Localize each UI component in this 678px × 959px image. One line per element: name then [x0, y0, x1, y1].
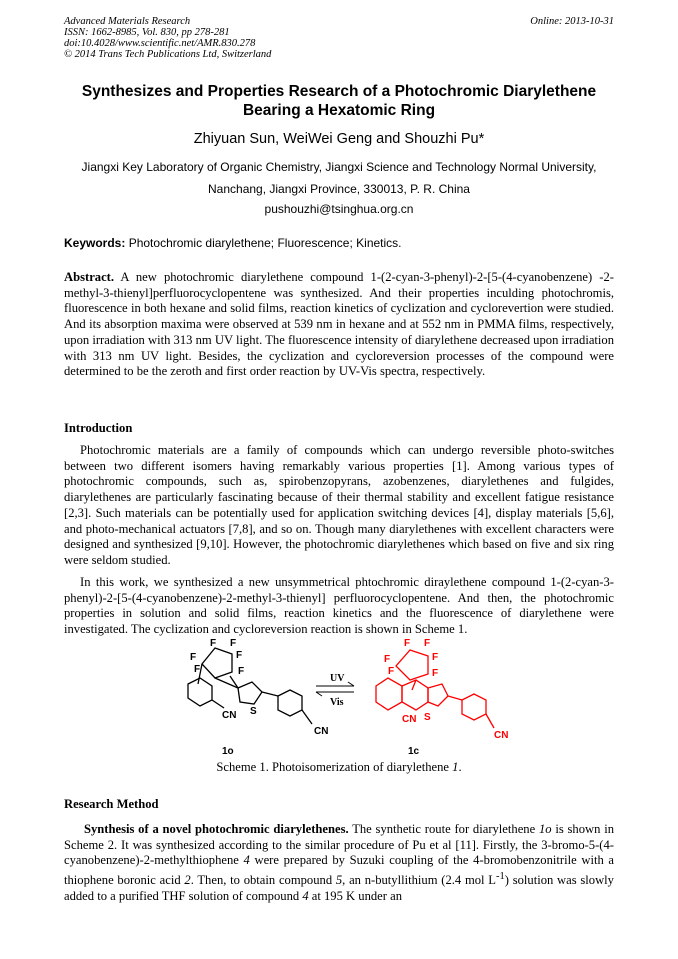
- atom-label-f: F: [424, 638, 431, 649]
- fused-phenyl-ring: [376, 678, 402, 710]
- affiliation-line-2: Nanchang, Jiangxi Province, 330013, P. R. China: [208, 182, 470, 196]
- affiliation-line-1: Jiangxi Key Laboratory of Organic Chemistry, Jiangxi Science and Technology Normal University,: [81, 160, 597, 174]
- paper-title: [40, 82, 638, 120]
- scheme-1-structure: [180, 636, 520, 756]
- atom-label-s: S: [424, 712, 431, 723]
- abstract: [64, 270, 614, 380]
- group-label-cn: CN: [402, 714, 417, 725]
- atom-label-f: F: [404, 638, 411, 649]
- atom-label-s: S: [250, 706, 257, 717]
- method-text: The synthetic route for diarylethene: [352, 822, 539, 836]
- caption-text: Scheme 1. Photoisomerization of diarylethene: [216, 760, 453, 774]
- journal-name: Advanced Materials Research: [64, 16, 191, 27]
- atom-label-f: F: [210, 638, 217, 649]
- compound-ref: 4: [243, 853, 250, 868]
- atom-label-f: F: [384, 654, 391, 665]
- compound-ref: 5: [335, 873, 343, 888]
- intro-heading: Introduction: [64, 421, 133, 435]
- atom-label-f: F: [190, 652, 197, 663]
- atom-label-f: F: [432, 652, 439, 663]
- compound-ref: 2: [184, 873, 191, 888]
- keywords-text: Photochromic diarylethene; Fluorescence; Kinetics.: [128, 236, 402, 250]
- method-text: ) solution was slowly added to a purified THF solution of compound: [64, 873, 614, 903]
- method-text: , an n-butyllithium (2.4 mol L: [342, 873, 496, 888]
- intro-paragraph-2: In this work, we synthesized a new unsymmetrical phtochromic diraylethene compound 1-(2-cyan-3-phenyl)-2-[5-(4-cyanobenzene)-2-methyl-3-thienyl] perfluorocyclopentene. And then, the photochromic properties in solution and solid films, reaction kinetics and the fluorescence of diarylethene were investigated. The cyclization and cycloreversion reaction is shown in Scheme 1.: [64, 575, 614, 637]
- compound-label-1o: 1o: [222, 746, 234, 756]
- atom-label-f: F: [194, 664, 201, 675]
- unit-superscript: -1: [496, 871, 505, 883]
- authors: Zhiyuan Sun, WeiWei Geng and Shouzhi Pu*: [193, 131, 485, 147]
- journal-header: [64, 16, 271, 60]
- keywords-line: [64, 236, 402, 250]
- hexatomic-ring: [402, 680, 428, 710]
- vis-label: Vis: [330, 697, 344, 708]
- intro-paragraph-1: Photochromic materials are a family of compounds which can undergo reversible photo-switches between two different isomers having remarkably various properties [1]. Among various types of photochromic compounds, such as, spirobenzopyrans, azobenzenes, diarylethenes and fulgides, diarylethenes are particularly fascinating because of their thermal stability and excellent fatigue resistance [2,3]. Such materials can be potentially used for application switching devices [4], display materials [5,6], and photo-mechanical actuators [7,8], and so on. Though many diarylethenes with excellent characters were designed and synthesized [9,10]. However, the photochromic diarylethenes which based on five and six ring were seldom studied.: [64, 443, 614, 567]
- atom-label-f: F: [388, 666, 395, 677]
- cyanophenyl-ring-closed: [462, 694, 486, 720]
- issn-line: ISSN: 1662-8985, Vol. 830, pp 278-281: [64, 27, 230, 38]
- title-line-1: Synthesizes and Properties Research of a Photochromic Diarylethene: [81, 83, 597, 100]
- reaction-arrows: [316, 682, 354, 696]
- method-text: . Then, to obtain compound: [190, 873, 336, 888]
- affiliation: [40, 156, 638, 200]
- group-label-cn: CN: [314, 726, 329, 737]
- method-text: at 195 K under an: [308, 889, 403, 903]
- copyright-line: © 2014 Trans Tech Publications Ltd, Switzerland: [64, 49, 272, 60]
- uv-label: UV: [330, 673, 345, 684]
- phenyl-ring-open: [188, 678, 212, 706]
- compound-ref: 4: [302, 889, 309, 903]
- method-text: is shown in Scheme 2. It was synthesized according to the similar procedure of Pu et al [11]. Firstly, the 3-bromo-5-(4-cyanobenzene)-2-methylthiophene: [64, 822, 614, 868]
- scheme-caption: [0, 760, 678, 775]
- abstract-text: A new photochromic diarylethene compound 1-(2-cyan-3-phenyl)-2-[5-(4-cyanobenzene) -2-methyl-3-thienyl]perfluorocyclopentene was synthesized. And their properties inculding photochromis, fluorescence in both hexane and solid films, reaction kinetics of cyclization and cyclorevertion were studied. And its absorption maxima were observed at 539 nm in hexane and at 552 nm in PMMA films, respectively, upon irradiation with 313 nm UV light. The fluorescence intensity of diarylethene decreased upon irradiation with 313 nm UV light. Besides, the cyclization and cycloreversion processes of the compound were determined to be the zeroth and first order reaction by UV-Vis spectra, respectively.: [64, 270, 614, 379]
- method-paragraph: [64, 822, 614, 905]
- thiophene-ring-open: [238, 682, 262, 704]
- cyanophenyl-ring-open: [278, 690, 302, 716]
- doi-line: doi:10.4028/www.scientific.net/AMR.830.278: [64, 38, 256, 49]
- compound-label-1c: 1c: [408, 746, 420, 756]
- atom-label-f: F: [230, 638, 237, 649]
- email[interactable]: pushouzhi@tsinghua.org.cn: [264, 202, 414, 216]
- title-line-2: Bearing a Hexatomic Ring: [242, 102, 436, 119]
- method-label: Synthesis of a novel photochromic diarylethenes.: [84, 822, 349, 836]
- abstract-label: Abstract.: [64, 270, 115, 284]
- atom-label-f: F: [236, 650, 243, 661]
- keywords-label: Keywords:: [64, 236, 126, 250]
- caption-compound: 1: [452, 760, 459, 774]
- atom-label-f: F: [238, 666, 245, 677]
- group-label-cn: CN: [494, 730, 509, 741]
- cyclopentene-ring-open: [202, 648, 232, 678]
- caption-end: .: [458, 760, 462, 774]
- cyclopentene-ring-closed: [396, 650, 428, 680]
- method-text: were prepared by Suzuki coupling of the 4-bromobenzonitrile with a thiophene boronic acid: [64, 853, 614, 888]
- group-label-cn: CN: [222, 710, 237, 721]
- compound-ref: 1o: [538, 822, 552, 836]
- online-date: Online: 2013-10-31: [530, 16, 614, 27]
- thiophene-ring-closed: [428, 684, 448, 706]
- atom-label-f: F: [432, 668, 439, 679]
- method-heading: Research Method: [64, 797, 159, 811]
